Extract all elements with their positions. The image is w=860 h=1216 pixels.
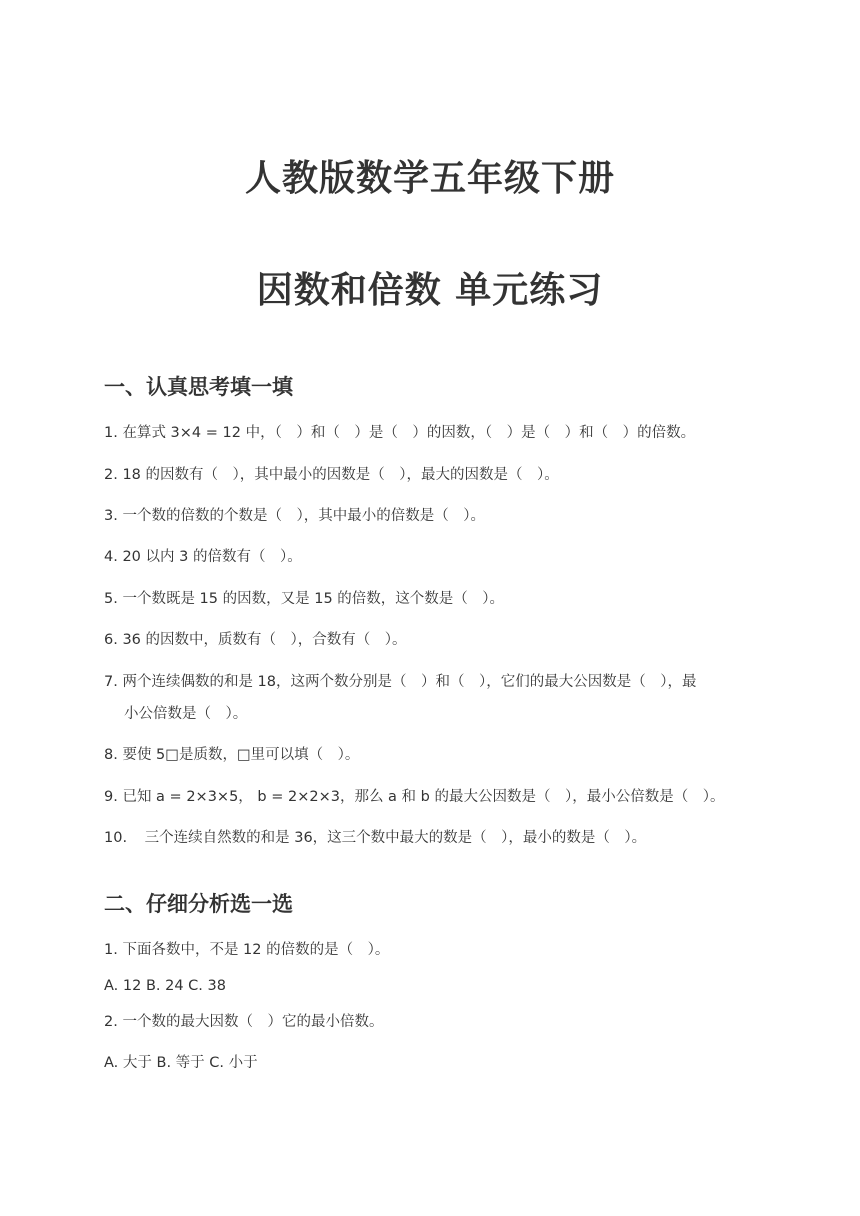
question-2-1-options: A. 12 B. 24 C. 38 [104, 978, 226, 994]
question-text: 36 的因数中，质数有（ ），合数有（ ）。 [122, 632, 407, 648]
question-1-3 [104, 506, 485, 526]
question-2-2: 2. 一个数的最大因数（ ）它的最小倍数。 [104, 1014, 384, 1030]
question-text: 18 的因数有（ ），其中最小的因数是（ ），最大的因数是（ ）。 [122, 467, 559, 483]
section-1-heading: 一、认真思考填一填 [104, 375, 293, 399]
question-1-8 [104, 745, 359, 765]
question-1-1 [104, 423, 695, 443]
question-number: 2. [104, 467, 118, 483]
question-2-2-options: A. 大于 B. 等于 C. 小于 [104, 1055, 258, 1071]
question-number: 9. [104, 789, 118, 805]
section-2-heading: 二、仔细分析选一选 [104, 892, 293, 916]
question-number: 3. [104, 508, 118, 524]
question-text: 已知 a = 2×3×5， b = 2×2×3，那么 a 和 b 的最大公因数是（ ），最小公倍数是（ ）。 [122, 789, 725, 805]
question-text: 要使 5□是质数，□里可以填（ ）。 [122, 747, 360, 763]
question-number: 4. [104, 549, 118, 565]
question-1-10 [104, 828, 646, 848]
title-line-1: 人教版数学五年级下册 [244, 158, 615, 199]
question-1-6 [104, 630, 407, 650]
question-1-7 [104, 672, 697, 692]
question-1-7-continuation: 小公倍数是（ ）。 [124, 706, 248, 722]
question-text: 三个连续自然数的和是 36，这三个数中最大的数是（ ），最小的数是（ ）。 [144, 830, 647, 846]
question-2-1: 1. 下面各数中，不是 12 的倍数的是（ ）。 [104, 942, 390, 958]
question-1-4 [104, 547, 302, 567]
question-number: 6. [104, 632, 118, 648]
question-number: 8. [104, 747, 118, 763]
question-number: 5. [104, 591, 118, 607]
question-text: 一个数既是 15 的因数，又是 15 的倍数，这个数是（ ）。 [122, 591, 505, 607]
question-text: 两个连续偶数的和是 18，这两个数分别是（ ）和（ ），它们的最大公因数是（ ），最 [122, 674, 697, 690]
question-number: 10. [104, 830, 128, 846]
question-text: 20 以内 3 的倍数有（ ）。 [122, 549, 302, 565]
question-text: 一个数的倍数的个数是（ ），其中最小的倍数是（ ）。 [122, 508, 485, 524]
question-number: 7. [104, 674, 118, 690]
question-1-5 [104, 589, 504, 609]
question-text: 在算式 3×4 = 12 中，（ ）和（ ）是（ ）的因数，（ ）是（ ）和（ ）的倍数。 [122, 425, 696, 441]
question-1-9 [104, 787, 724, 807]
title-line-2: 因数和倍数 单元练习 [256, 270, 604, 311]
question-1-2 [104, 465, 559, 485]
question-number: 1. [104, 425, 118, 441]
